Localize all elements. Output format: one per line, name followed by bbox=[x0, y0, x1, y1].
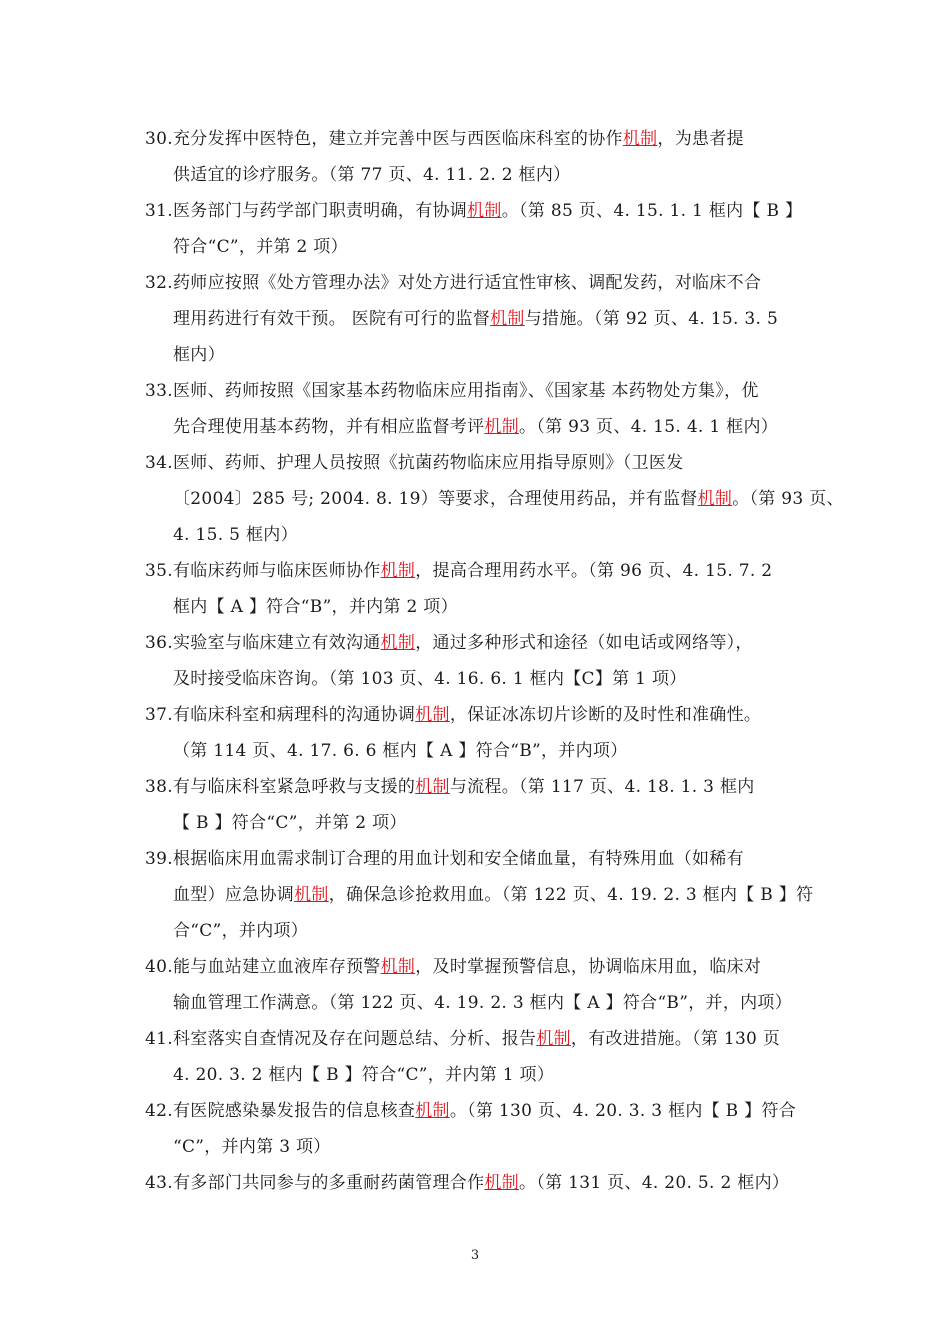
item-text: ，通过多种形式和途径（如电话或网络等）， bbox=[415, 633, 753, 653]
keyword-highlight: 机制 bbox=[622, 129, 658, 149]
item-text: 合“C”，并内项） bbox=[173, 921, 309, 941]
item-text: “C”，并内第 3 项） bbox=[173, 1137, 331, 1157]
item-text: 。（第 93 页、4. 15. 4. 1 框内） bbox=[519, 417, 779, 437]
item-text: 4. 15. 5 框内） bbox=[173, 525, 298, 545]
item-text: 。（第 93 页、 bbox=[732, 489, 844, 509]
item-text: 有与临床科室紧急呼救与支援的 bbox=[173, 777, 416, 797]
item-number: 42. bbox=[145, 1101, 173, 1121]
item-text: 能与血站建立血液库存预警 bbox=[173, 957, 381, 977]
item-line bbox=[145, 272, 761, 294]
item-line bbox=[145, 452, 684, 474]
item-text: 〔2004〕285 号; 2004. 8. 19）等要求，合理使用药品，并有监督 bbox=[173, 489, 698, 509]
item-number: 35. bbox=[145, 561, 173, 581]
keyword-highlight: 机制 bbox=[484, 1173, 520, 1193]
item-line bbox=[173, 344, 225, 366]
item-text: ，有改进措施。（第 130 页 bbox=[570, 1029, 781, 1049]
item-line bbox=[145, 632, 753, 654]
item-line bbox=[145, 776, 755, 798]
item-line bbox=[173, 1064, 554, 1086]
keyword-highlight: 机制 bbox=[536, 1029, 571, 1049]
item-text: ，保证冰冻切片诊断的及时性和准确性。 bbox=[449, 705, 762, 725]
item-text: 【 B 】符合“C”，并第 2 项） bbox=[173, 813, 407, 833]
item-line bbox=[173, 236, 348, 258]
item-line bbox=[145, 848, 744, 870]
keyword-highlight: 机制 bbox=[380, 957, 416, 977]
item-number: 41. bbox=[145, 1029, 173, 1049]
keyword-highlight: 机制 bbox=[467, 201, 502, 221]
item-text: 先合理使用基本药物，并有相应监督考评 bbox=[173, 417, 485, 437]
item-text: 供适宜的诊疗服务。（第 77 页、4. 11. 2. 2 框内） bbox=[173, 165, 571, 185]
item-text: ，为患者提 bbox=[657, 129, 744, 149]
item-text: 4. 20. 3. 2 框内【 B 】符合“C”，并内第 1 项） bbox=[173, 1065, 555, 1085]
item-text: （第 114 页、4. 17. 6. 6 框内【 A 】符合“B”，并内项） bbox=[173, 741, 628, 761]
item-text: 输血管理工作满意。（第 122 页、4. 19. 2. 3 框内【 A 】符合“B”，并，内项） bbox=[173, 993, 793, 1013]
item-line bbox=[173, 524, 298, 546]
item-line bbox=[145, 128, 744, 150]
item-line bbox=[145, 380, 759, 402]
item-line bbox=[145, 1172, 789, 1194]
item-text: 有医院感染暴发报告的信息核查 bbox=[173, 1101, 416, 1121]
keyword-highlight: 机制 bbox=[490, 309, 525, 329]
item-line bbox=[173, 920, 308, 942]
item-number: 36. bbox=[145, 633, 173, 653]
item-text: 有临床药师与临床医师协作 bbox=[173, 561, 381, 581]
item-text: 充分发挥中医特色，建立并完善中医与西医临床科室的协作 bbox=[173, 129, 623, 149]
item-line bbox=[145, 956, 761, 978]
keyword-highlight: 机制 bbox=[294, 885, 329, 905]
item-number: 40. bbox=[145, 957, 173, 977]
item-line bbox=[173, 488, 844, 510]
item-line bbox=[145, 1100, 796, 1122]
item-line bbox=[173, 884, 813, 906]
item-text: 。（第 130 页、4. 20. 3. 3 框内【 B 】符合 bbox=[449, 1101, 797, 1121]
item-number: 37. bbox=[145, 705, 173, 725]
item-line bbox=[145, 1028, 780, 1050]
keyword-highlight: 机制 bbox=[415, 705, 450, 725]
item-text: 框内） bbox=[173, 345, 225, 365]
item-text: 医师、药师、护理人员按照《抗菌药物临床应用指导原则》（卫医发 bbox=[173, 453, 684, 473]
item-line bbox=[145, 560, 772, 582]
item-text: ，提高合理用药水平。（第 96 页、4. 15. 7. 2 bbox=[415, 561, 773, 581]
item-text: 符合“C”，并第 2 项） bbox=[173, 237, 348, 257]
item-number: 33. bbox=[145, 381, 173, 401]
item-text: ，及时掌握预警信息，协调临床用血，临床对 bbox=[415, 957, 762, 977]
item-line bbox=[173, 1136, 331, 1158]
keyword-highlight: 机制 bbox=[380, 561, 416, 581]
item-text: 及时接受临床咨询。（第 103 页、4. 16. 6. 1 框内【C】第 1 项） bbox=[173, 669, 687, 689]
item-text: 与措施。（第 92 页、4. 15. 3. 5 bbox=[524, 309, 779, 329]
item-text: 有多部门共同参与的多重耐药菌管理合作 bbox=[173, 1173, 485, 1193]
keyword-highlight: 机制 bbox=[380, 633, 416, 653]
item-text: 框内【 A 】符合“B”，并内第 2 项） bbox=[173, 597, 458, 617]
keyword-highlight: 机制 bbox=[697, 489, 733, 509]
item-text: ，确保急诊抢救用血。（第 122 页、4. 19. 2. 3 框内【 B 】符 bbox=[328, 885, 814, 905]
item-line bbox=[173, 308, 778, 330]
item-number: 43. bbox=[145, 1173, 173, 1193]
keyword-highlight: 机制 bbox=[415, 777, 450, 797]
item-line bbox=[173, 416, 778, 438]
item-line bbox=[173, 992, 792, 1014]
item-text: 与流程。（第 117 页、4. 18. 1. 3 框内 bbox=[449, 777, 755, 797]
item-text: 有临床科室和病理科的沟通协调 bbox=[173, 705, 416, 725]
item-text: 理用药进行有效干预。 医院有可行的监督 bbox=[173, 309, 491, 329]
item-text: 科室落实自查情况及存在问题总结、分析、报告 bbox=[173, 1029, 537, 1049]
item-line bbox=[173, 740, 628, 762]
item-text: 根据临床用血需求制订合理的用血计划和安全储血量，有特殊用血（如稀有 bbox=[173, 849, 744, 869]
item-line bbox=[145, 704, 761, 726]
item-text: 。（第 131 页、4. 20. 5. 2 框内） bbox=[519, 1173, 790, 1193]
item-line bbox=[145, 200, 802, 222]
item-number: 39. bbox=[145, 849, 173, 869]
item-text: 血型）应急协调 bbox=[173, 885, 295, 905]
item-number: 31. bbox=[145, 201, 173, 221]
item-text: 实验室与临床建立有效沟通 bbox=[173, 633, 381, 653]
item-line bbox=[173, 812, 407, 834]
page-number: 3 bbox=[470, 1248, 480, 1263]
item-text: 药师应按照《处方管理办法》对处方进行适宜性审核、调配发药，对临床不合 bbox=[173, 273, 762, 293]
item-line bbox=[173, 164, 570, 186]
keyword-highlight: 机制 bbox=[484, 417, 520, 437]
item-text: 医师、药师按照《国家基本药物临床应用指南》、《国家基 本药物处方集》，优 bbox=[173, 381, 759, 401]
item-line bbox=[173, 668, 687, 690]
item-text: 医务部门与药学部门职责明确，有协调 bbox=[173, 201, 468, 221]
keyword-highlight: 机制 bbox=[415, 1101, 450, 1121]
item-line bbox=[173, 596, 458, 618]
item-number: 38. bbox=[145, 777, 173, 797]
item-number: 32. bbox=[145, 273, 173, 293]
item-number: 34. bbox=[145, 453, 173, 473]
item-number: 30. bbox=[145, 129, 173, 149]
item-text: 。（第 85 页、4. 15. 1. 1 框内【 B 】 bbox=[501, 201, 803, 221]
